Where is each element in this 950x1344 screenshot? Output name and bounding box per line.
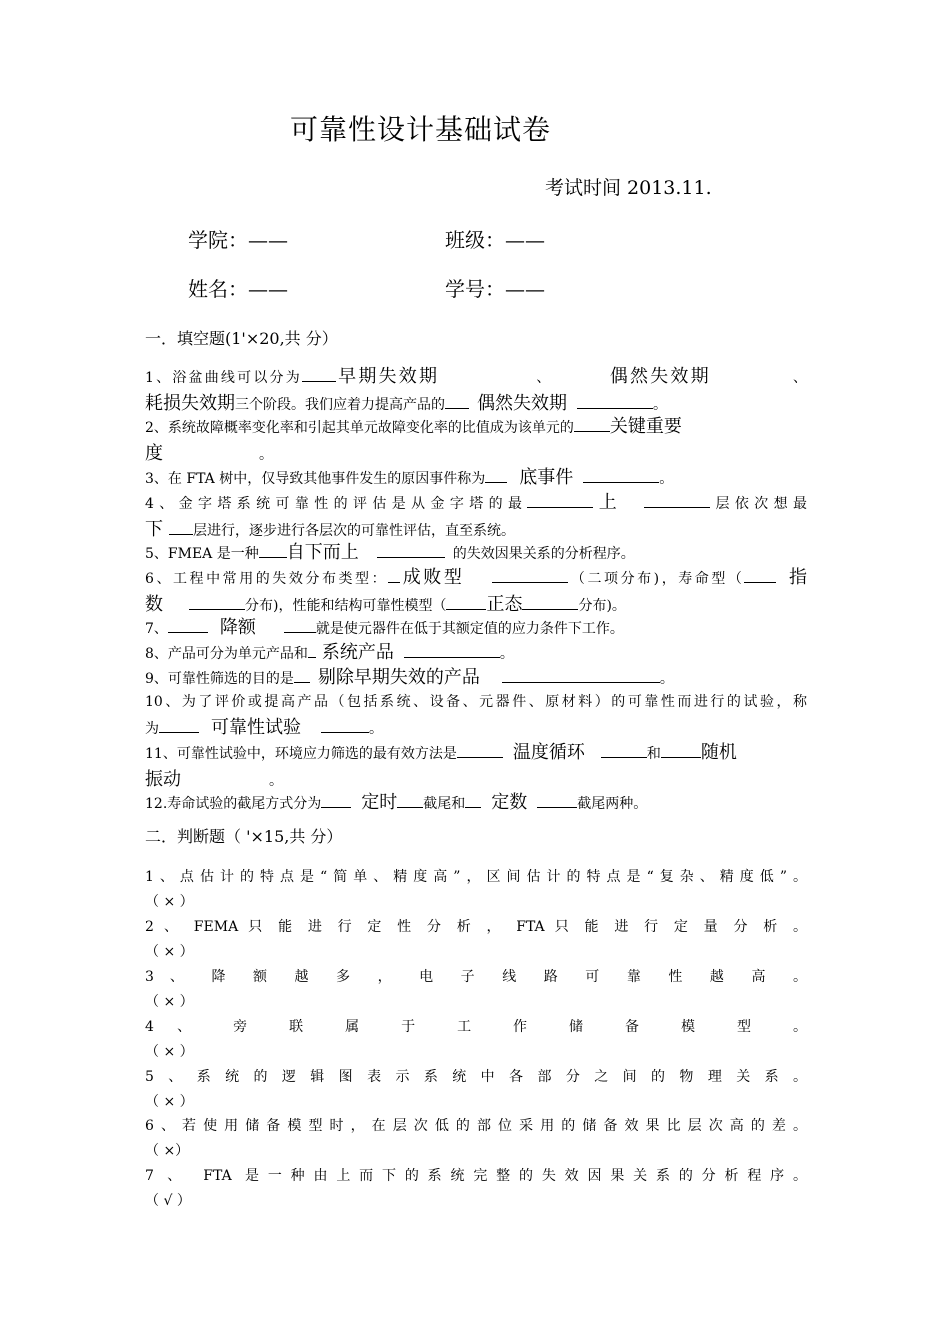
answer: 定数 xyxy=(491,792,528,813)
answer: 正态 xyxy=(486,594,523,615)
question-2: 2、系统故障概率变化率和引起其单元故障变化率的比值成为该单元的 关键重要 度 。 xyxy=(145,416,682,464)
answer: 随机 xyxy=(700,742,737,763)
judge-item-3: 3 、 降 额 越 多 ， 电 子 线 路 可 靠 性 越 高 。 （ × ） xyxy=(145,965,807,1015)
answer: 降额 xyxy=(219,617,256,638)
answer: 温度循环 xyxy=(512,742,585,763)
answer: 数 xyxy=(145,594,163,615)
answer: 自下而上 xyxy=(286,542,359,563)
section1-heading: 一．填空题(1'×20,共 分） xyxy=(145,329,338,348)
answer-mark: （ × ） xyxy=(145,1044,194,1060)
answer: 偶然失效期 xyxy=(477,393,567,414)
judge-item-1: 1、点估计的特点是“简单、精度高”，区间估计的特点是“复杂、精度低”。 （ × ） xyxy=(145,865,807,915)
answer: 指 xyxy=(786,567,808,588)
answer: 早期失效期 xyxy=(335,366,440,387)
question-3: 3、在 FTA 树中，仅导致其他事件发生的原因事件称为 底事件 。 xyxy=(145,467,674,488)
college-field: 学院：—— xyxy=(188,228,288,252)
judge-item-2: 2 、 FEMA 只 能 进 行 定 性 分 析 ， FTA 只 能 进 行 定 量 分 析 。 （ × ） xyxy=(145,915,807,965)
section2-heading: 二．判断题（ '×15,共 分） xyxy=(145,827,343,846)
judge-item-6: 6、若使用储备模型时，在层次低的部位采用的储备效果比层次高的差。 （ ×） xyxy=(145,1114,807,1164)
answer: 剔除早期失效的产品 xyxy=(317,667,480,688)
question-11: 11、可靠性试验中，环境应力筛选的最有效方法是 温度循环 和 随机 振动 。 xyxy=(145,742,737,790)
answer-mark: （ × ） xyxy=(145,994,194,1010)
answer: 下 xyxy=(145,519,163,540)
answer: 关键重要 xyxy=(609,416,682,437)
student-id-field: 学号：—— xyxy=(445,277,545,301)
judge-item-5: 5、系统的逻辑图表示系统中各部分之间的物理关系。 （ × ） xyxy=(145,1065,807,1115)
question-5: 5、FMEA 是一种 自下而上 的失效因果关系的分析程序。 xyxy=(145,542,635,563)
exam-time: 考试时间 2013.11. xyxy=(545,177,712,199)
answer: 度 xyxy=(145,443,163,464)
class-field: 班级：—— xyxy=(445,228,545,252)
answer-mark: （ × ） xyxy=(145,894,194,910)
answer: 成败型 xyxy=(400,567,465,588)
question-1: 1、浴盆曲线可以分为 早期失效期 、 偶然失效期 、 耗损失效期三个阶段。我们应着力提高产品的 偶然失效期 。 xyxy=(145,366,807,414)
name-field: 姓名：—— xyxy=(188,277,288,301)
answer-mark: （ ×） xyxy=(145,1143,190,1159)
answer-mark: （ × ） xyxy=(145,1094,194,1110)
answer: 可靠性试验 xyxy=(211,717,301,738)
page-title: 可靠性设计基础试卷 xyxy=(290,113,552,146)
answer: 上 xyxy=(593,492,623,513)
question-9: 9、可靠性筛选的目的是 剔除早期失效的产品 。 xyxy=(145,667,674,688)
answer: 振动 xyxy=(145,769,181,790)
question-7: 7、 降额 就是使元器件在低于其额定值的应力条件下工作。 xyxy=(145,617,624,638)
question-4: 4、金字塔系统可靠性的评估是从金字塔的最 上 层依次想最 下 层进行，逐步进行各层次的可靠性评估，直至系统。 xyxy=(145,492,808,540)
question-8: 8、产品可分为单元产品和 系统产品 。 xyxy=(145,642,514,663)
answer: 系统产品 xyxy=(321,642,394,663)
answer: 底事件 xyxy=(519,467,574,488)
answer: 定时 xyxy=(361,792,398,813)
question-6: 6、工程中常用的失效分布类型： 成败型 （二项分布)，寿命型（ 指 数 分布)，性能和结构可靠性模型（ 正态 分布)。 xyxy=(145,567,808,615)
question-12: 12.寿命试验的截尾方式分为 定时 截尾和 定数 截尾两种。 xyxy=(145,792,648,813)
judge-item-7: 7 、 FTA 是一种由上而下的系统完整的失效因果关系的分析程序。 （ √ ） xyxy=(145,1164,807,1214)
judge-item-4: 4 、 旁 联 属 于 工 作 储 备 模 型 。 （ × ） xyxy=(145,1015,807,1065)
question-10: 10、为了评价或提高产品（包括系统、设备、元器件、原材料）的可靠性而进行的试验，称 为 可靠性试验 。 xyxy=(145,694,807,738)
answer-mark: （ √ ） xyxy=(145,1193,191,1209)
answer-mark: （ × ） xyxy=(145,944,194,960)
answer: 偶然失效期 xyxy=(607,366,711,387)
answer: 耗损失效期 xyxy=(145,393,235,414)
